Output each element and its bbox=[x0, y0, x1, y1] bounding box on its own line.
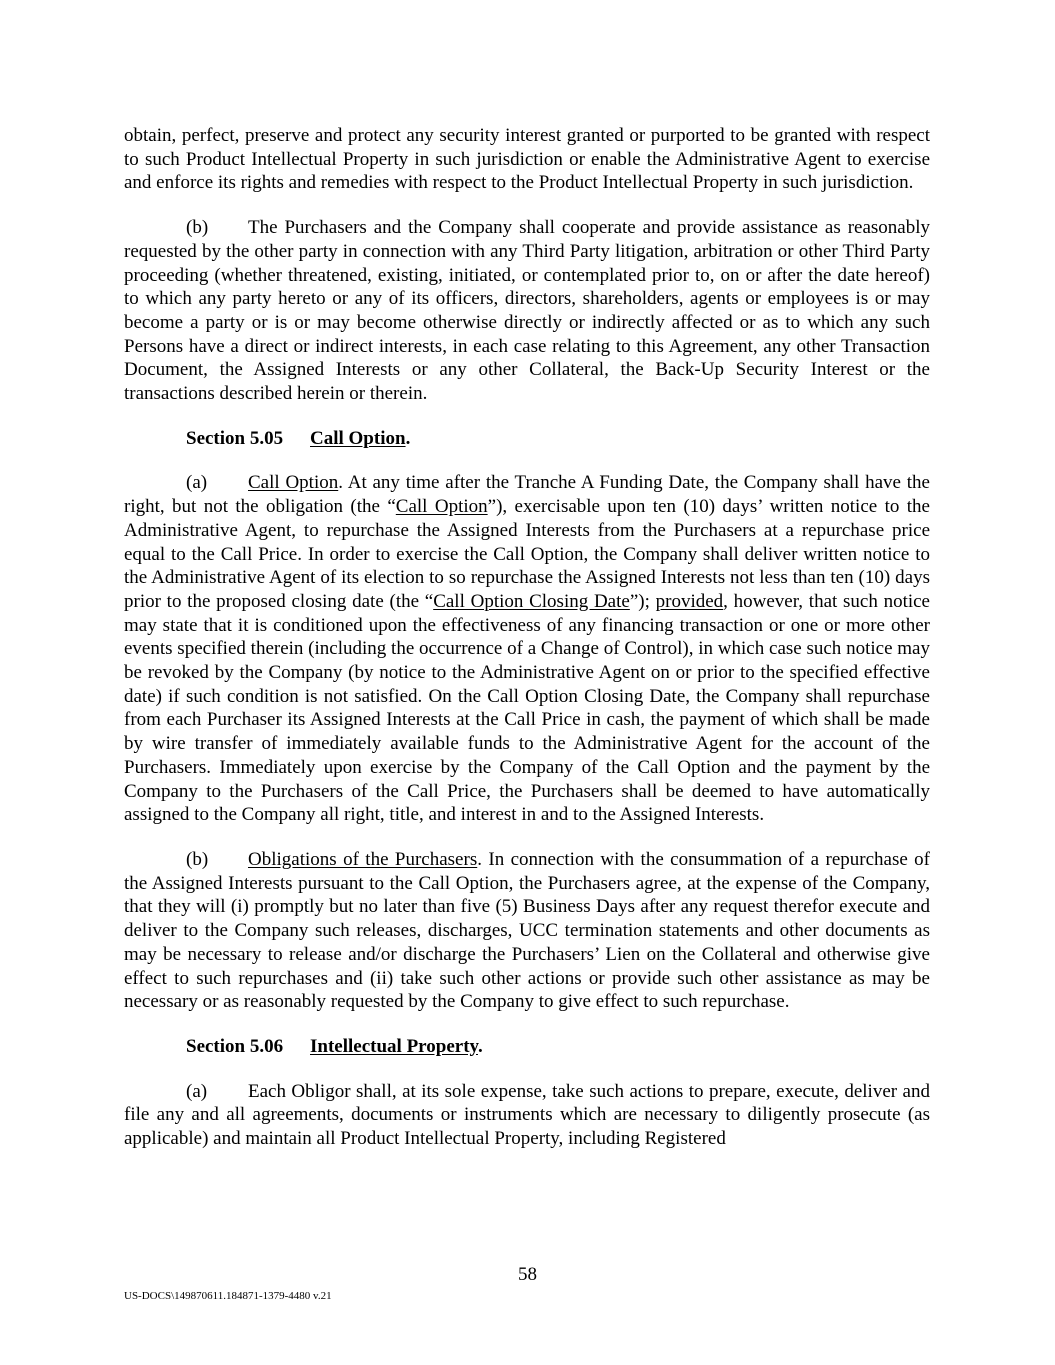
paragraph-text: Each Obligor shall, at its sole expense, take such actions to prepare, execute, deliver and file any and all agreements, documents or instruments which are necessary to diligently prosecute (as applicable) and maintain all Product Intellectual Property, including Registered bbox=[124, 1080, 930, 1150]
paragraph-label: (b) bbox=[186, 848, 209, 870]
paragraph-text: The Purchasers and the Company shall cooperate and provide assistance as reasonably requested by the other party in connection with any Third Party litigation, arbitration or other Third Party proceeding (whether threatened, existing, initiated, or contemplated prior to, on or after the date hereof) to which any party hereto or any of its officers, directors, shareholders, agents or employees is or may become a party or is or may become otherwise directly or indirectly affected or as to which any such Persons have a direct or indirect interests, in each case relating to this Agreement, any other Transaction Document, the Assigned Interests or any other Collateral, the Back-Up Security Interest or the transactions described herein or therein. bbox=[124, 217, 930, 405]
section-title: Call Option bbox=[310, 427, 406, 449]
paragraph-text: . In connection with the consummation of a repurchase of the Assigned Interests pursuant to the Call Option, the Purchasers agree, at the expense of the Company, that they will (i) promptly but no later than five (5) Business Days after any request therefor execute and deliver to the Company such releases, discharges, UCC termination statements and other documents as may be necessary to release and/or discharge the Purchasers’ Lien on the Collateral and otherwise give effect to such repurchases and (ii) take such other actions or provide such other assistance as may be necessary or as reasonably requested by the Company to give effect to such repurchase. bbox=[124, 848, 930, 1013]
paragraph-text-part: ”), exercisable upon ten (10) days’ written notice to the Administrative Agent, to repurchase the Assigned Interests from the Purchasers at a repurchase price equal to the Call Price. In order to exercise the Call Option, the Company shall deliver written notice to the Administrative Agent of its election to so repurchase the Assigned Interests not less than ten (10) days prior to the proposed closing date (the “ bbox=[124, 496, 930, 612]
section-heading-5-05 bbox=[124, 427, 930, 451]
paragraph-b-obligations bbox=[124, 848, 930, 1014]
paragraph-label: (a) bbox=[186, 472, 208, 494]
paragraph-label: (b) bbox=[186, 217, 209, 239]
paragraph-text-part: ”); bbox=[629, 590, 656, 612]
paragraph-continuation: obtain, perfect, preserve and protect any security interest granted or purported to be granted with respect to such Product Intellectual Property in such jurisdiction or enable the Administrative Agent to exercise and enforce its rights and remedies with respect to the Product Intellectual Property in such jurisdiction. bbox=[124, 125, 930, 194]
paragraph-a-intellectual-property bbox=[124, 1080, 930, 1151]
document-body bbox=[124, 124, 930, 1172]
section-number: Section 5.05 bbox=[186, 427, 284, 449]
section-heading-5-06 bbox=[124, 1035, 930, 1059]
paragraph-text-part: , however, that such notice may state that it is conditioned upon the effectiveness of any financing transaction or one or more other events specified therein (including the occurrence of a Change of Control), in which case such notice may be revoked by the Company (by notice to the Administrative Agent on or prior to the specified effective date) if such condition is not satisfied. On the Call Option Closing Date, the Company shall repurchase from each Purchaser its Assigned Interests at the Call Price in cash, the payment of which shall be made by wire transfer of immediately available funds to the Administrative Agent for the account of the Purchasers. Immediately upon exercise by the Company of the Call Option and the payment by the Company to the Purchasers of the Call Price, the Purchasers shall be deemed to have automatically assigned to the Company all right, title, and interest in and to the Assigned Interests. bbox=[124, 590, 930, 826]
paragraph-label: (a) bbox=[186, 1080, 208, 1102]
proviso-term: provided bbox=[655, 590, 724, 612]
paragraph-text-part: . At any time after the Tranche A Funding Date, the Company shall have the right, but not the obligation (the “ bbox=[124, 472, 930, 518]
page-number: 58 bbox=[518, 1264, 537, 1285]
section-title-period: . bbox=[477, 1035, 483, 1057]
section-number: Section 5.06 bbox=[186, 1035, 284, 1057]
paragraph-a-call-option bbox=[124, 471, 930, 827]
paragraph-b-cooperation bbox=[124, 216, 930, 406]
section-title-period: . bbox=[405, 427, 411, 449]
section-title: Intellectual Property bbox=[310, 1035, 478, 1057]
document-id-footer: US-DOCS\149870611.184871-1379-4480 v.21 bbox=[124, 1290, 332, 1302]
defined-term: Call Option bbox=[395, 496, 488, 518]
subsection-heading: Obligations of the Purchasers bbox=[248, 848, 478, 870]
defined-term: Call Option Closing Date bbox=[433, 590, 630, 612]
subsection-heading: Call Option bbox=[248, 472, 339, 494]
